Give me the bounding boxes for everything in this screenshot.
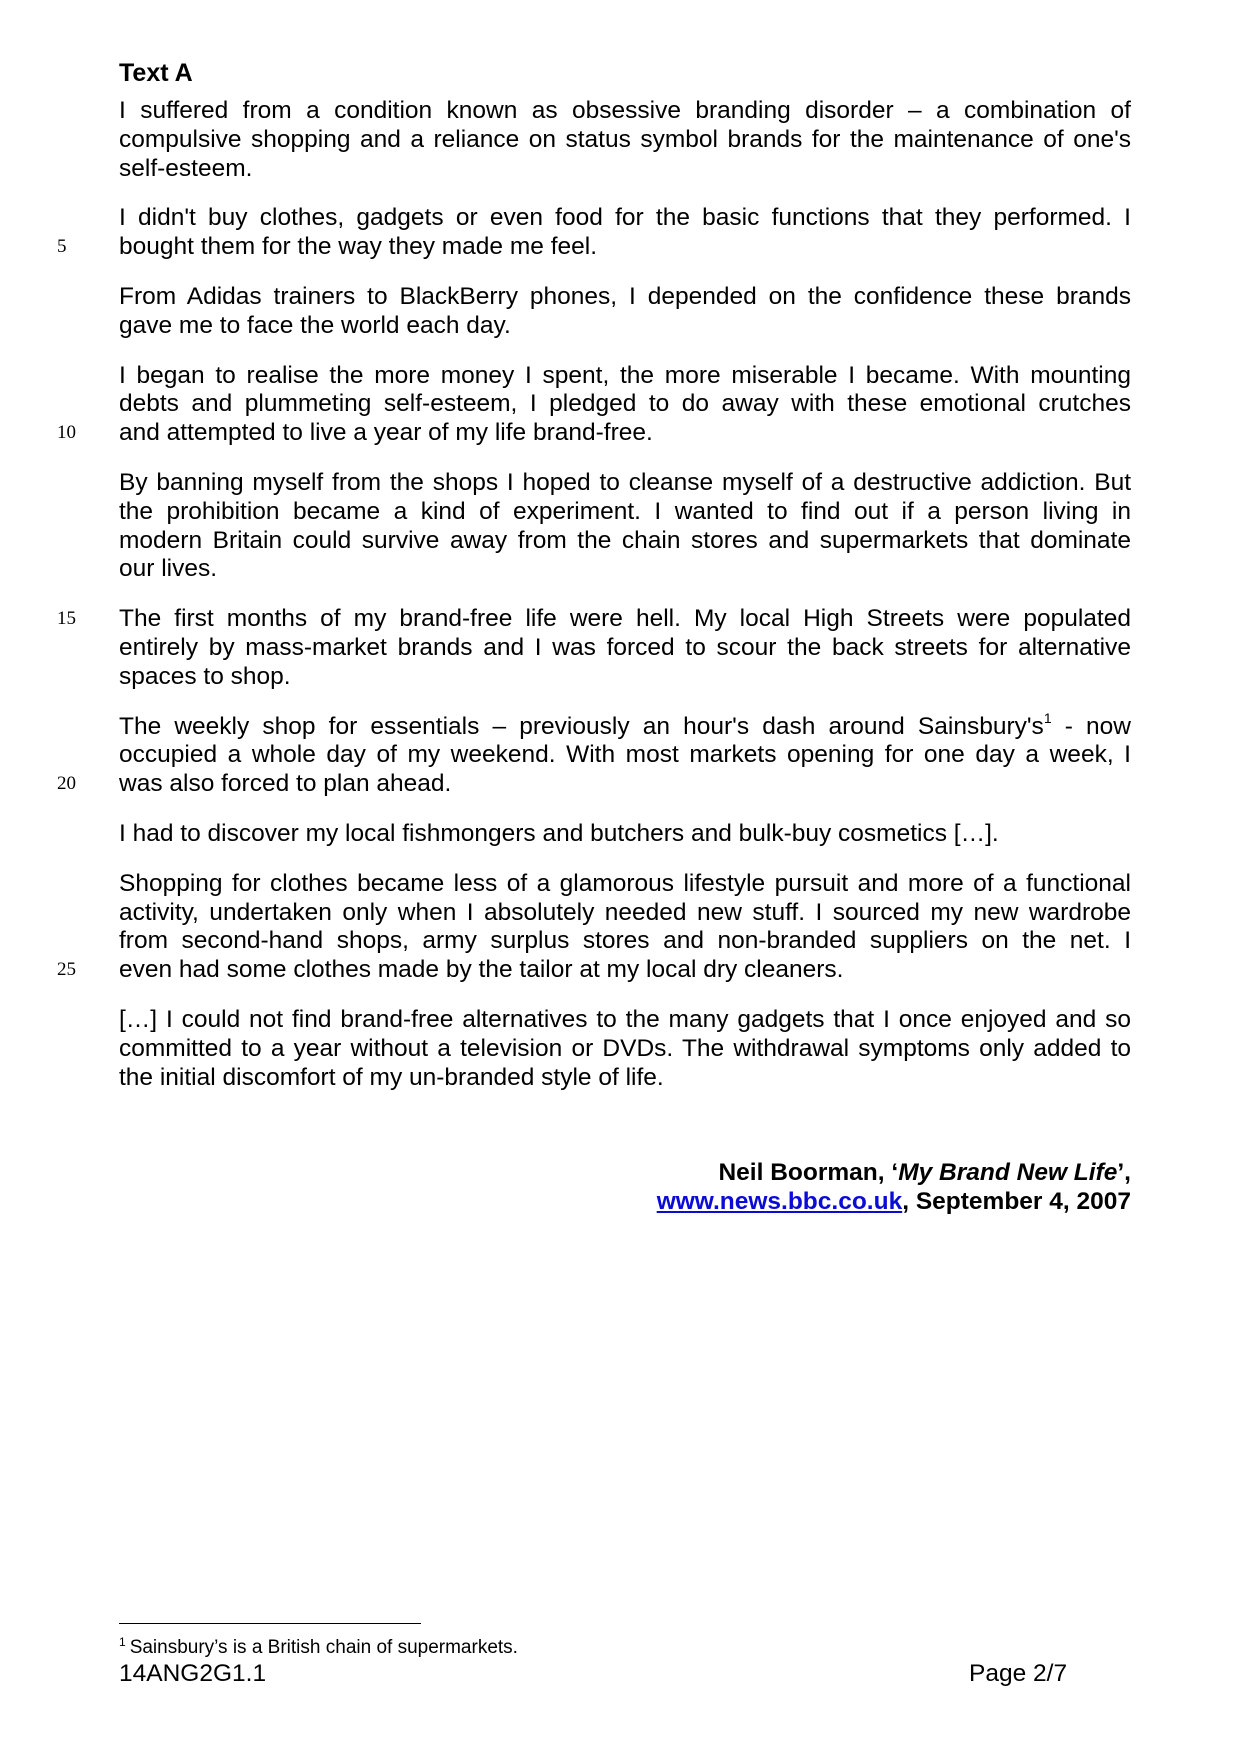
text-line: the prohibition became a kind of experiment. I wanted to find out if a person living in [119,497,1131,525]
footnote-reference: 1 [1043,712,1052,726]
text-line-numbered [57,956,1131,985]
paragraph [119,97,1131,183]
text-line: modern Britain could survive away from the chain stores and supermarkets that dominate [119,526,1131,554]
text-line: By banning myself from the shops I hoped to cleanse myself of a destructive addiction. But [119,468,1131,496]
paragraph [57,204,1131,262]
document-code: 14ANG2G1.1 [119,1660,267,1687]
line-number-20: 20 [57,773,76,795]
footnote [119,1637,518,1659]
text-heading: Text A [119,59,193,87]
text-line-suffix: - now [1051,712,1131,740]
text-line: gave me to face the world each day. [119,311,511,339]
text-line: self-esteem. [119,154,253,182]
text-line: […] I could not find brand-free alternatives to the many gadgets that I once enjoyed and so [119,1005,1131,1033]
line-number-15: 15 [57,608,76,630]
article-body [57,97,1131,1092]
text-line: activity, undertaken only when I absolutely needed new stuff. I sourced my new wardrobe [119,898,1131,926]
paragraph [57,712,1131,799]
text-line-with-footnote [119,713,1131,742]
page-number: Page 2/7 [969,1660,1068,1687]
citation-source-line [657,1187,1131,1216]
footnote-marker: 1 [119,1635,126,1649]
line-number-10: 10 [57,422,76,444]
text-line: the initial discomfort of my un-branded style of life. [119,1063,664,1091]
citation-author: Neil Boorman, ‘ [718,1159,899,1186]
text-line: bought them for the way they made me feel. [119,233,598,261]
text-line: committed to a year without a television or DVDs. The withdrawal symptoms only added to [119,1034,1131,1062]
text-line: entirely by mass-market brands and I was forced to scour the back streets for alternative [119,633,1131,661]
citation-author-suffix: ’, [1117,1159,1131,1186]
source-link[interactable]: www.news.bbc.co.uk [656,1188,903,1215]
source-citation [657,1158,1131,1216]
text-line: occupied a whole day of my weekend. With most markets opening for one day a week, I [119,741,1131,769]
footnote-divider [119,1623,421,1624]
footnote-text: Sainsbury’s is a British chain of supermarkets. [129,1637,518,1658]
paragraph [57,361,1131,448]
paragraph [119,283,1131,341]
text-line: compulsive shopping and a reliance on status symbol brands for the maintenance of one's [119,125,1131,153]
paragraph [57,869,1131,985]
text-line: I had to discover my local fishmongers and butchers and bulk-buy cosmetics […]. [119,819,999,847]
text-line: spaces to shop. [119,662,291,690]
paragraph [57,605,1131,691]
text-line: The weekly shop for essentials – previously an hour's dash around Sainsbury's [119,712,1044,740]
text-line: The first months of my brand-free life were hell. My local High Streets were populated [119,605,1131,633]
text-line: was also forced to plan ahead. [119,770,452,798]
paragraph [119,820,1131,849]
line-number-5: 5 [57,236,67,258]
text-line-numbered [57,419,1131,448]
paragraph [119,469,1131,584]
text-line: From Adidas trainers to BlackBerry phones, I depended on the confidence these brands [119,282,1131,310]
citation-title: My Brand New Life [898,1159,1118,1186]
text-line-numbered [57,605,1131,634]
text-line: and attempted to live a year of my life brand-free. [119,419,653,447]
paragraph [119,1006,1131,1092]
citation-author-line [657,1158,1131,1187]
line-number-25: 25 [57,959,76,981]
citation-date: , September 4, 2007 [902,1188,1131,1215]
text-line: even had some clothes made by the tailor at my local dry cleaners. [119,956,844,984]
text-line-numbered [57,233,1131,262]
text-line: I suffered from a condition known as obsessive branding disorder – a combination of [119,97,1131,124]
text-line: I didn't buy clothes, gadgets or even food for the basic functions that they performed. I [119,204,1131,232]
text-line: our lives. [119,555,218,583]
text-line-numbered [57,770,1131,799]
text-line: Shopping for clothes became less of a glamorous lifestyle pursuit and more of a functional [119,869,1131,897]
text-line: debts and plummeting self-esteem, I pledged to do away with these emotional crutches [119,390,1131,418]
text-line: from second-hand shops, army surplus stores and non-branded suppliers on the net. I [119,927,1131,955]
text-line: I began to realise the more money I spent, the more miserable I became. With mounting [119,361,1131,389]
